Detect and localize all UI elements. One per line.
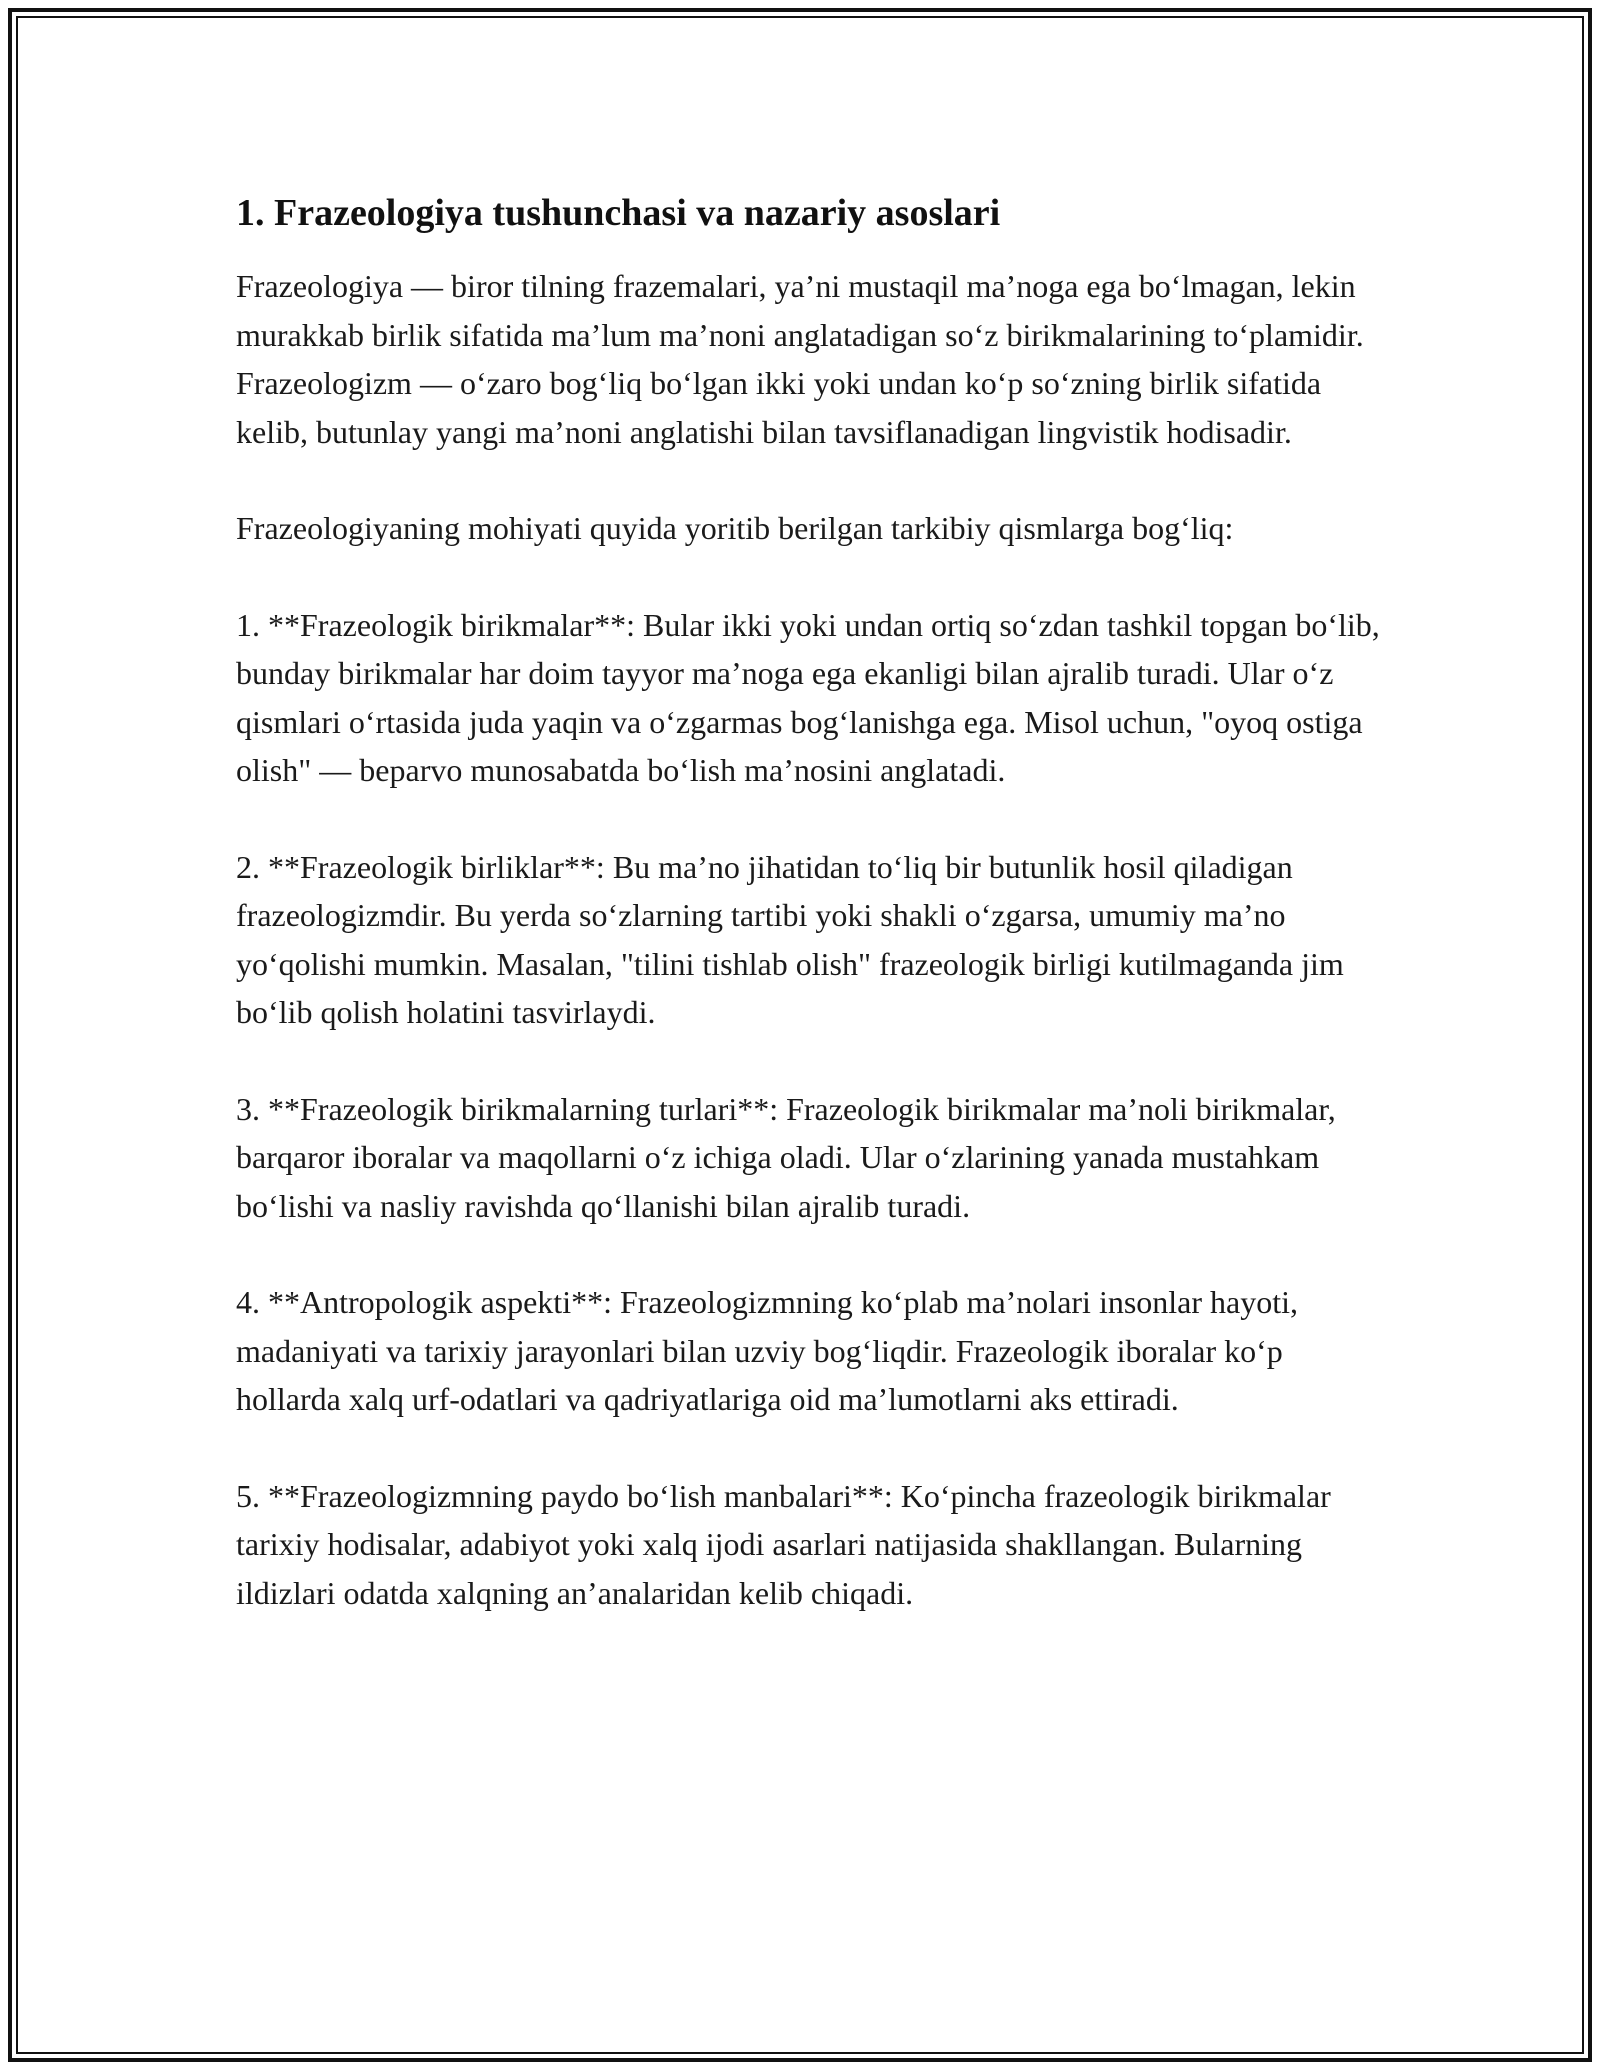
document-body xyxy=(236,186,1386,1665)
list-item-antropologik: 4. **Antropologik aspekti**: Frazeologizmning ko‘plab ma’nolari insonlar hayoti, madaniyati va tarixiy jarayonlari bilan uzviy bog‘liqdir. Frazeologik iboralar ko‘p hollarda xalq urf-odatlari va qadriyatlariga oid ma’lumotlarni aks ettiradi. xyxy=(236,1284,1299,1417)
list-item-turlari: 3. **Frazeologik birikmalarning turlari**: Frazeologik birikmalar ma’noli birikmalar, barqaror iboralar va maqollarni o‘z ichiga oladi. Ular o‘zlarining yanada mustahkam bo‘lishi va nasliy ravishda qo‘llanishi bilan ajralib turadi. xyxy=(236,1090,1336,1224)
list-item-manbalar: 5. **Frazeologizmning paydo bo‘lish manbalari**: Ko‘pincha frazeologik birikmalar tarixiy hodisalar, adabiyot yoki xalq ijodi asarlari natijasida shakllangan. Bularning ildizlari odatda xalqning an’analaridan kelib chiqadi. xyxy=(236,1477,1331,1611)
list-item-birliklar: 2. **Frazeologik birliklar**: Bu ma’no jihatidan to‘liq bir butunlik hosil qiladigan frazeologizmdir. Bu yerda so‘zlarning tartibi yoki shakli o‘zgarsa, umumiy ma’no yo‘qolishi mumkin. Masalan, "tilini tishlab olish" frazeologik birligi kutilmaganda jim bo‘lib qolish holatini tasvirlaydi. xyxy=(236,848,1344,1030)
paragraph-intro: Frazeologiyaning mohiyati quyida yoritib berilgan tarkibiy qismlarga bog‘liq: xyxy=(236,510,1234,546)
section-heading: 1. Frazeologiya tushunchasi va nazariy asoslari xyxy=(236,192,1001,234)
paragraph-definition: Frazeologiya — biror tilning frazemalari, ya’ni mustaqil ma’noga ega bo‘lmagan, lekin murakkab birlik sifatida ma’lum ma’noni anglatadigan so‘z birikmalarining to‘plamidir. Frazeologizm — o‘zaro bog‘liq bo‘lgan ikki yoki undan ko‘p so‘zning birlik sifatida kelib, butunlay yangi ma’noni anglatishi bilan tavsiflanadigan lingvistik hodisadir. xyxy=(236,268,1364,450)
list-item-birikmalar: 1. **Frazeologik birikmalar**: Bular ikki yoki undan ortiq so‘zdan tashkil topgan bo‘lib, bunday birikmalar har doim tayyor ma’noga ega ekanligi bilan ajralib turadi. Ular o‘z qismlari o‘rtasida juda yaqin va o‘zgarmas bog‘lanishga ega. Misol uchun, "oyoq ostiga olish" — beparvo munosabatda bo‘lish ma’nosini anglatadi. xyxy=(236,606,1380,788)
